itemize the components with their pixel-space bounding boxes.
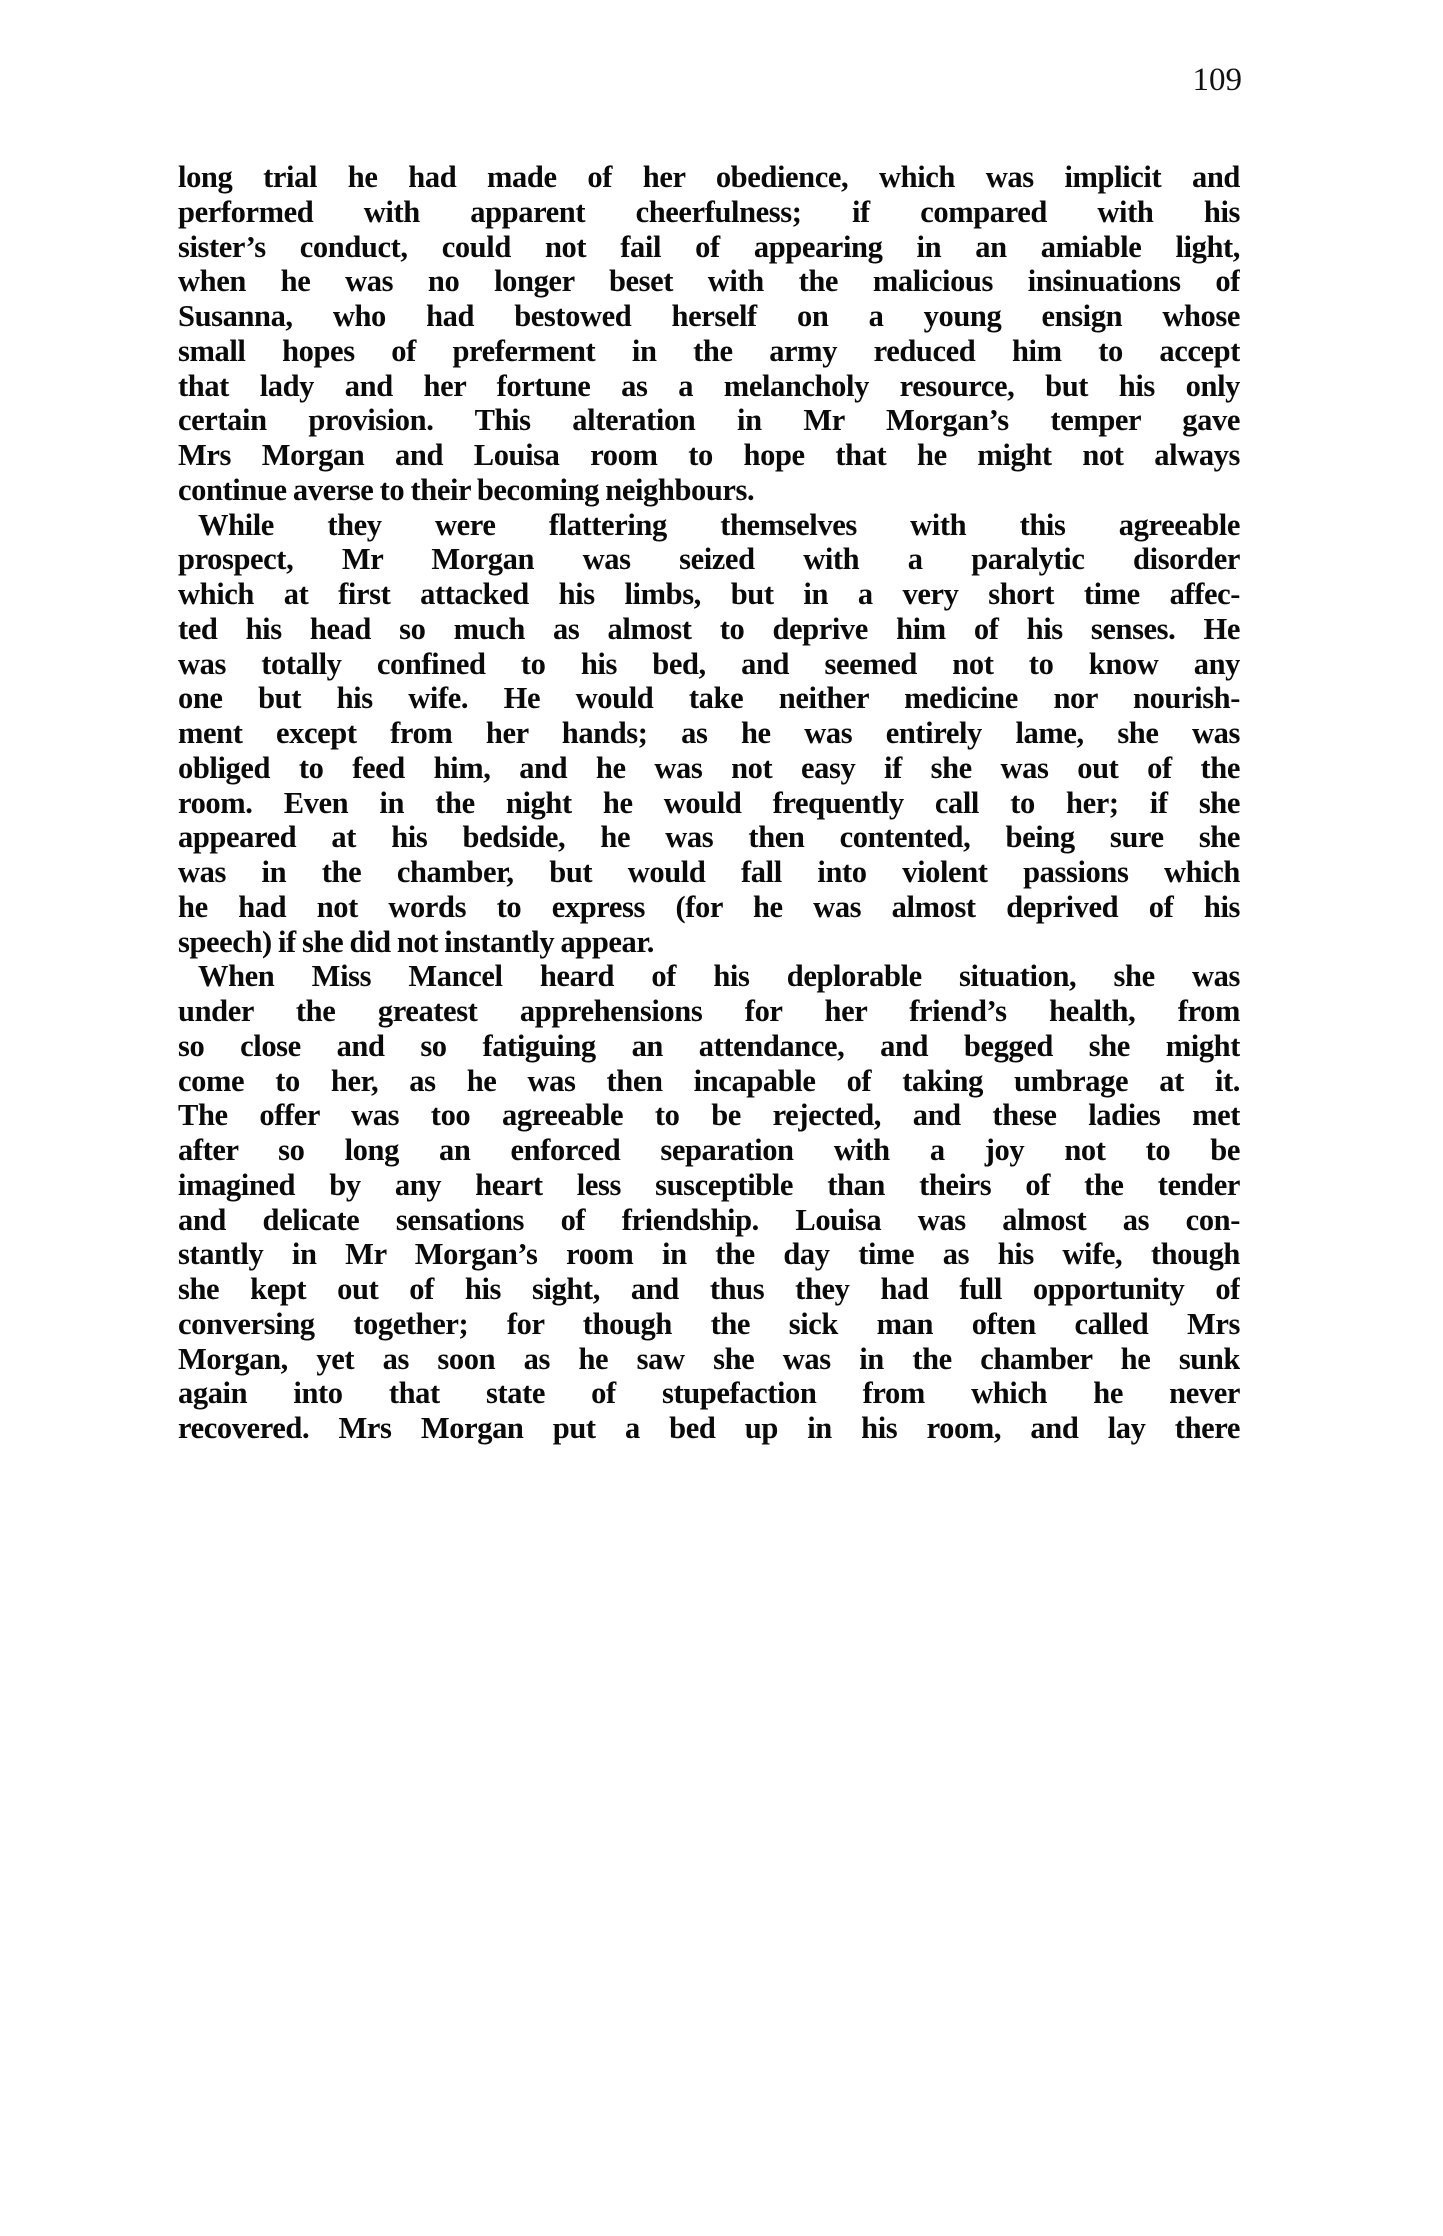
text-line: so close and so fatiguing an attendance, and begged she might bbox=[178, 1028, 1240, 1063]
text-line: she kept out of his sight, and thus they had full opportunity of bbox=[178, 1272, 1240, 1306]
text-line: stantly in Mr Morgan’s room in the day time as his wife, though bbox=[178, 1237, 1240, 1272]
text-line: performed with apparent cheerfulness; if compared with his bbox=[178, 194, 1240, 229]
text-line: again into that state of stupefaction from which he never bbox=[178, 1376, 1240, 1411]
text-line: sister’s conduct, could not fail of appearing in an amiable light, bbox=[178, 229, 1240, 264]
text-line: Mrs Morgan and Louisa room to hope that he might not always bbox=[178, 438, 1240, 472]
text-line: ment except from her hands; as he was entirely lame, she was bbox=[178, 716, 1240, 750]
text-line: he had not words to express (for he was almost deprived of his bbox=[178, 889, 1240, 924]
text-line: prospect, Mr Morgan was seized with a paralytic disorder bbox=[178, 542, 1240, 577]
text-line: after so long an enforced separation with a joy not to be bbox=[178, 1133, 1240, 1167]
page-number: 109 bbox=[1192, 62, 1242, 98]
text-line-paragraph-start: While they were flattering themselves with this agreeable bbox=[198, 507, 1240, 542]
text-line: which at first attacked his limbs, but in a very short time affec- bbox=[178, 577, 1240, 611]
text-line: recovered. Mrs Morgan put a bed up in his room, and lay there bbox=[178, 1411, 1240, 1445]
text-line: was totally confined to his bed, and seemed not to know any bbox=[178, 646, 1240, 681]
text-line: that lady and her fortune as a melancholy resource, but his only bbox=[178, 368, 1240, 403]
text-line: certain provision. This alteration in Mr Morgan’s temper gave bbox=[178, 403, 1240, 438]
text-line: The offer was too agreeable to be rejected, and these ladies met bbox=[178, 1098, 1240, 1133]
text-line-paragraph-start: When Miss Mancel heard of his deplorable situation, she was bbox=[198, 959, 1240, 994]
text-line: appeared at his bedside, he was then contented, being sure she bbox=[178, 820, 1240, 855]
text-line: was in the chamber, but would fall into violent passions which bbox=[178, 855, 1240, 889]
text-line: one but his wife. He would take neither medicine nor nourish- bbox=[178, 681, 1240, 716]
text-line: imagined by any heart less susceptible than theirs of the tender bbox=[178, 1167, 1240, 1202]
body-text bbox=[178, 160, 1240, 1446]
text-line: and delicate sensations of friendship. Louisa was almost as con- bbox=[178, 1202, 1240, 1237]
text-line: when he was no longer beset with the malicious insinuations of bbox=[178, 264, 1240, 299]
text-line: small hopes of preferment in the army reduced him to accept bbox=[178, 333, 1240, 368]
text-line: room. Even in the night he would frequently call to her; if she bbox=[178, 785, 1240, 820]
text-line: long trial he had made of her obedience, which was implicit and bbox=[178, 160, 1240, 194]
text-line: obliged to feed him, and he was not easy if she was out of the bbox=[178, 750, 1240, 785]
text-line: Susanna, who had bestowed herself on a young ensign whose bbox=[178, 299, 1240, 333]
text-line-paragraph-end: continue averse to their becoming neighbours. bbox=[178, 472, 755, 507]
text-line: ted his head so much as almost to deprive him of his senses. He bbox=[178, 611, 1240, 646]
text-line: under the greatest apprehensions for her friend’s health, from bbox=[178, 994, 1240, 1028]
text-line-paragraph-end: speech) if she did not instantly appear. bbox=[178, 924, 654, 959]
text-line: conversing together; for though the sick man often called Mrs bbox=[178, 1306, 1240, 1341]
text-line: Morgan, yet as soon as he saw she was in the chamber he sunk bbox=[178, 1341, 1240, 1376]
text-line: come to her, as he was then incapable of taking umbrage at it. bbox=[178, 1063, 1240, 1098]
